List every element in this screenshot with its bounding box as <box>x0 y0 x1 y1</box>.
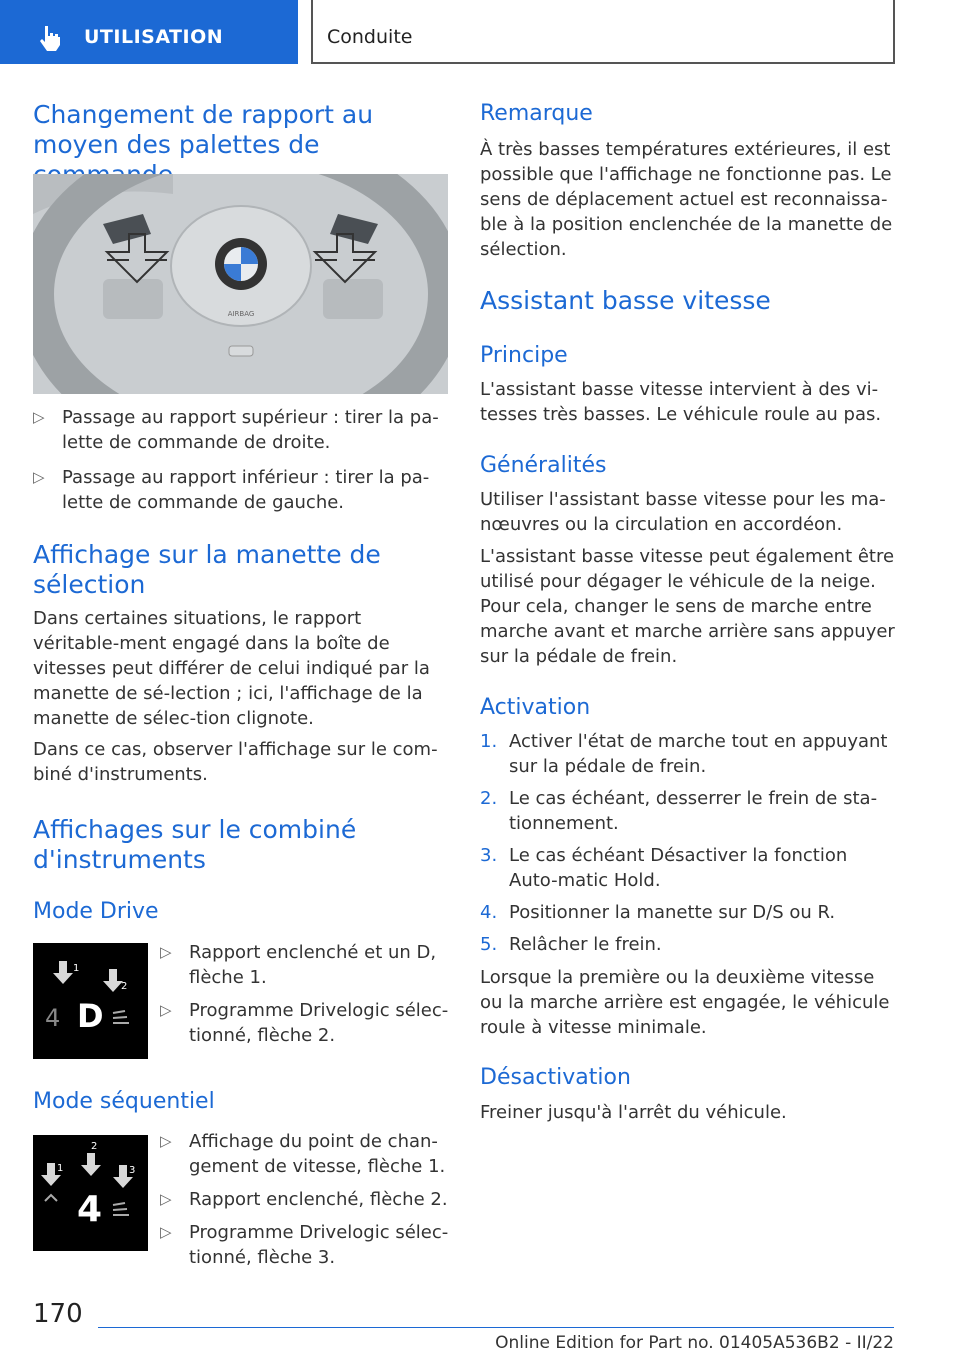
paragraph-selector-1: Dans certaines situations, le rapport véritable-ment engagé dans la boîte de vitesses peut différer de celui indiqué par la manette de sé-lection ; ici, l'affichage de la manette de sélec-tion clignote. <box>33 608 430 729</box>
heading-drive-mode: Mode Drive <box>33 899 159 924</box>
airbag-label: AIRBAG <box>227 310 255 318</box>
header-section-title: UTILISATION <box>84 26 224 48</box>
steering-wheel-image <box>33 174 448 394</box>
heading-deactivation: Désactivation <box>480 1065 631 1090</box>
triangle-bullet-icon: ▷ <box>160 1223 172 1241</box>
arrow-2-label: 2 <box>121 981 128 992</box>
down-arrow-icon <box>81 1153 101 1176</box>
list-item: ▷ Passage au rapport supérieur : tirer la pa-lette de commande de droite. <box>33 407 439 453</box>
paragraph-general-2: L'assistant basse vitesse peut également être utilisé pour dégager le véhicule de la neige. Pour cela, changer le sens de marche entre marche avant et marche arrière sans appuyer sur la pédale de frein. <box>480 546 895 667</box>
list-item: ▷ Rapport enclenché, flèche 2. <box>160 1189 448 1210</box>
list-item: 1. Activer l'état de marche tout en appuyant sur la pédale de frein. <box>480 731 888 777</box>
list-item: ▷ Passage au rapport inférieur : tirer la pa-lette de commande de gauche. <box>33 467 430 513</box>
drive-bullet-list <box>160 940 450 1048</box>
heading-low-speed-assistant: Assistant basse vitesse <box>480 286 771 315</box>
paragraph-general-1: Utiliser l'assistant basse vitesse pour les ma-nœuvres ou la circulation en accordéon. <box>480 489 886 535</box>
list-item: ▷ Affichage du point de chan-gement de vitesse, flèche 1. <box>160 1131 446 1177</box>
steering-wheel-illustration <box>33 174 448 394</box>
header-subsection-title: Conduite <box>327 26 413 48</box>
footer-edition: Online Edition for Part no. 01405A536B2 - II/22 <box>495 1333 894 1353</box>
sequential-mode-display <box>33 1135 148 1251</box>
paddle-bullet-list <box>33 405 449 515</box>
triangle-bullet-icon: ▷ <box>160 1190 172 1208</box>
gear-small-label: 4 <box>45 1004 61 1032</box>
paragraph-selector-2: Dans ce cas, observer l'affichage sur le com-biné d'instruments. <box>33 739 438 785</box>
triangle-bullet-icon: ▷ <box>33 408 45 426</box>
drive-mode-display <box>33 943 148 1059</box>
sequential-bullet-list <box>160 1129 450 1270</box>
triangle-bullet-icon: ▷ <box>160 1132 172 1150</box>
heading-general: Généralités <box>480 453 607 478</box>
list-item: 5. Relâcher le frein. <box>480 934 662 955</box>
heading-activation: Activation <box>480 695 591 720</box>
heading-principle: Principe <box>480 343 568 368</box>
list-item: ▷ Programme Drivelogic sélec-tionné, flèche 2. <box>160 1000 449 1046</box>
header-subsection-box <box>311 0 895 64</box>
list-item: ▷ Programme Drivelogic sélec-tionné, flèche 3. <box>160 1222 449 1268</box>
hand-pointer-icon <box>36 24 64 52</box>
gear-big-label: D <box>77 997 104 1035</box>
footer-divider <box>98 1327 894 1328</box>
down-arrow-icon <box>103 969 123 992</box>
header-section-tab <box>0 0 298 64</box>
page-number: 170 <box>33 1299 83 1329</box>
triangle-bullet-icon: ▷ <box>160 1001 172 1019</box>
heading-sequential-mode: Mode séquentiel <box>33 1089 215 1114</box>
down-arrow-icon <box>53 961 73 984</box>
paragraph-principle: L'assistant basse vitesse intervient à des vi-tesses très basses. Le véhicule roule au pas. <box>480 379 882 425</box>
activation-steps <box>480 729 900 957</box>
paragraph-deactivation: Freiner jusqu'à l'arrêt du véhicule. <box>480 1102 787 1123</box>
arrow-3-label: 3 <box>129 1165 136 1176</box>
gear-big-label: 4 <box>77 1189 103 1230</box>
heading-selector: Affichage sur la manette de sélection <box>33 540 381 599</box>
list-item: ▷ Rapport enclenché et un D, flèche 1. <box>160 942 437 988</box>
triangle-bullet-icon: ▷ <box>160 943 172 961</box>
arrow-1-label: 1 <box>73 963 80 974</box>
list-item: 2. Le cas échéant, desserrer le frein de sta-tionnement. <box>480 788 878 834</box>
arrow-1-label: 1 <box>57 1163 64 1174</box>
heading-note: Remarque <box>480 101 593 126</box>
drivelogic-icon <box>113 1011 129 1023</box>
paragraph-note: À très basses températures extérieures, il est possible que l'affichage ne fonctionne pas. Le sens de déplacement actuel est reconnaissa-ble à la position enclenchée de la manette de sélection. <box>480 139 893 260</box>
heading-paddles: Changement de rapport au moyen des palettes de <box>33 100 374 159</box>
paragraph-activation: Lorsque la première ou la deuxième vitesse ou la marche arrière est engagée, le véhicule roule à vitesse minimale. <box>480 967 890 1038</box>
triangle-bullet-icon: ▷ <box>33 468 45 486</box>
drivelogic-icon <box>113 1203 129 1215</box>
heading-cluster: Affichages sur le combiné d'instruments <box>33 815 357 874</box>
arrow-2-label: 2 <box>91 1141 98 1152</box>
list-item: 4. Positionner la manette sur D/S ou R. <box>480 902 836 923</box>
shift-point-icon <box>45 1195 57 1201</box>
list-item: 3. Le cas échéant Désactiver la fonction Auto-matic Hold. <box>480 845 848 891</box>
